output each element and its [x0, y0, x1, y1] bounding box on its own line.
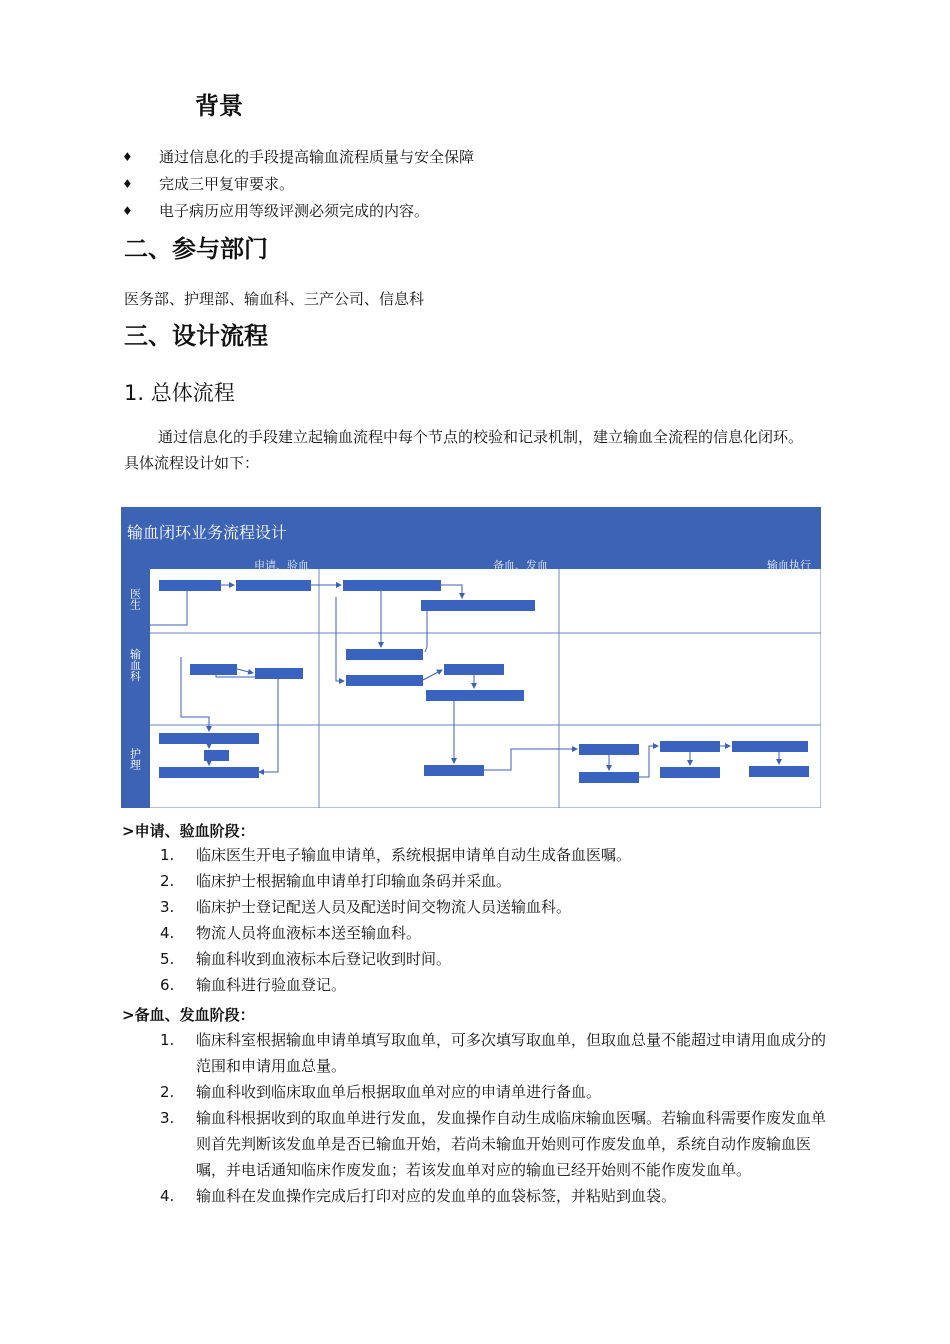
item-text: 输血科收到临床取血单后根据取血单对应的申请单进行备血。	[196, 1083, 602, 1101]
process-box	[236, 580, 311, 591]
list-item	[160, 1079, 840, 1105]
list-item	[122, 198, 474, 225]
item-number: 1.	[160, 1031, 175, 1049]
process-box	[444, 664, 504, 675]
item-number: 1.	[160, 846, 175, 864]
bullet-text: 通过信息化的手段提高输血流程质量与安全保障	[159, 148, 475, 166]
item-text: 物流人员将血液标本送至输血科。	[196, 924, 422, 942]
list-item	[160, 920, 840, 946]
process-box	[159, 580, 221, 591]
item-text: 输血科收到血液标本后登记收到时间。	[196, 950, 452, 968]
process-box	[421, 600, 535, 611]
bullet-text: 完成三甲复审要求。	[159, 175, 295, 193]
item-number: 4.	[160, 1187, 175, 1205]
lane-label: 医生	[128, 588, 142, 610]
item-number: 6.	[160, 976, 175, 994]
flowchart-title: 输血闭环业务流程设计	[127, 523, 288, 542]
item-text: 输血科进行验血登记。	[196, 976, 347, 994]
list-item	[160, 894, 840, 920]
list-item	[122, 171, 474, 198]
item-text: 输血科根据收到的取血单进行发血，发血操作自动生成临床输血医嘱。若输血科需要作废发血单则首先判断该发血单是否已输血开始，若尚未输血开始则可作废发血单，系统自动作废输血医嘱，并电话通知临床作废发血；若该发血单对应的输血已经开始则不能作废发血单。	[196, 1109, 827, 1179]
process-box	[343, 580, 441, 591]
flowchart	[121, 507, 821, 808]
process-box	[204, 750, 229, 761]
process-box	[424, 765, 484, 776]
process-box	[660, 767, 720, 778]
process-box	[190, 664, 237, 675]
lane-label: 输血科	[128, 648, 142, 682]
diamond-bullet-icon: ♦	[122, 150, 133, 164]
process-box	[579, 744, 639, 755]
process-box	[749, 766, 809, 777]
list-item	[160, 842, 840, 868]
section-heading-design: 三、设计流程	[124, 322, 268, 350]
item-text: 输血科在发血操作完成后打印对应的发血单的血袋标签，并粘贴到血袋。	[196, 1187, 677, 1205]
process-box	[346, 649, 423, 660]
list-item	[160, 868, 840, 894]
phase-heading: >备血、发血阶段：	[122, 1006, 255, 1024]
item-number: 4.	[160, 924, 175, 942]
list-item	[122, 144, 474, 171]
item-number: 3.	[160, 1109, 175, 1127]
phase1-list	[160, 842, 840, 998]
process-box	[426, 690, 524, 701]
process-box	[346, 675, 423, 686]
phase2-list	[160, 1027, 840, 1209]
list-item	[160, 1027, 840, 1079]
column-header: 输血执行	[767, 559, 811, 572]
background-bullet-list	[122, 144, 474, 225]
item-text: 临床科室根据输血申请单填写取血单，可多次填写取血单，但取血总量不能超过申请用血成分的范围和申请用血总量。	[196, 1031, 827, 1075]
column-header: 申请、验血	[254, 559, 309, 572]
section-heading-departments: 二、参与部门	[124, 235, 268, 263]
process-box	[660, 741, 720, 752]
bullet-text: 电子病历应用等级评测必须完成的内容。	[159, 202, 430, 220]
item-number: 2.	[160, 872, 175, 890]
list-item	[160, 972, 840, 998]
diamond-bullet-icon: ♦	[122, 204, 133, 218]
item-text: 临床护士根据输血申请单打印输血条码并采血。	[196, 872, 512, 890]
column-header: 备血、发血	[493, 559, 548, 572]
item-text: 临床医生开电子输血申请单，系统根据申请单自动生成备血医嘱。	[196, 846, 632, 864]
process-box	[159, 767, 259, 778]
item-number: 5.	[160, 950, 175, 968]
paragraph-text: 具体流程设计如下：	[124, 454, 260, 472]
departments-text: 医务部、护理部、输血科、三产公司、信息科	[124, 290, 425, 308]
item-number: 3.	[160, 898, 175, 916]
section-title-background: 背景	[195, 92, 243, 120]
item-text: 临床护士登记配送人员及配送时间交物流人员送输血科。	[196, 898, 572, 916]
sub-heading-overall-flow: 1. 总体流程	[124, 381, 235, 405]
phase-heading: >申请、验血阶段：	[122, 822, 255, 840]
diamond-bullet-icon: ♦	[122, 177, 133, 191]
paragraph-text: 通过信息化的手段建立起输血流程中每个节点的校验和记录机制，建立输血全流程的信息化闭环。	[158, 428, 804, 446]
design-paragraph	[124, 424, 824, 476]
item-number: 2.	[160, 1083, 175, 1101]
list-item	[160, 1183, 840, 1209]
list-item	[160, 1105, 840, 1183]
list-item	[160, 946, 840, 972]
lane-label: 护理	[128, 748, 142, 770]
process-box	[579, 772, 639, 783]
process-box	[732, 741, 808, 752]
process-box	[159, 733, 259, 744]
